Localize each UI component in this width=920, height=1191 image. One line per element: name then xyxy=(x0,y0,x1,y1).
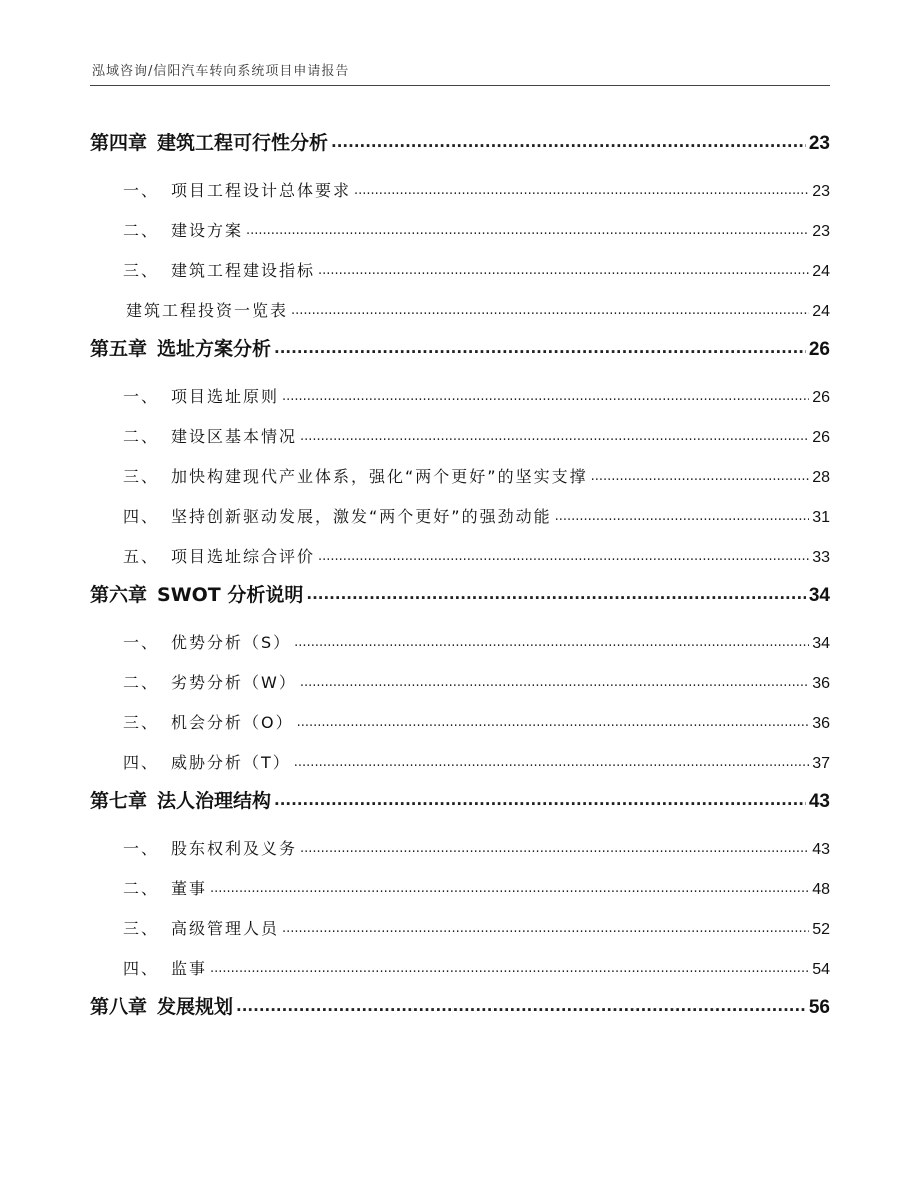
entry-title: 项目选址原则 xyxy=(171,387,280,406)
entry-title: 加快构建现代产业体系，强化“两个更好”的坚实支撑 xyxy=(171,467,588,486)
entry-title: 优势分析（S） xyxy=(171,633,292,652)
toc-chapter-6[interactable] xyxy=(90,567,830,607)
dot-leader xyxy=(294,756,809,769)
page-number: 37 xyxy=(812,755,830,772)
entry-ordinal: 三、 xyxy=(123,261,160,280)
toc-entry[interactable] xyxy=(90,733,830,773)
entry-ordinal: 三、 xyxy=(123,467,160,486)
page-number: 26 xyxy=(808,339,830,360)
dot-leader xyxy=(236,999,806,1014)
toc-entry[interactable] xyxy=(90,161,830,201)
dot-leader xyxy=(210,962,809,975)
entry-title: 高级管理人员 xyxy=(171,919,280,938)
entry-ordinal: 三、 xyxy=(123,919,160,938)
toc-chapter-4[interactable] xyxy=(90,115,830,155)
header-rule xyxy=(90,85,830,86)
page-number: 34 xyxy=(808,585,830,606)
dot-leader xyxy=(318,264,809,277)
chapter-title: 法人治理结构 xyxy=(157,790,272,812)
dot-leader xyxy=(300,430,809,443)
entry-ordinal: 二、 xyxy=(123,673,160,692)
dot-leader xyxy=(291,304,809,317)
page-number: 36 xyxy=(812,715,830,732)
chapter-title: 建筑工程可行性分析 xyxy=(157,132,329,154)
dot-leader xyxy=(297,716,810,729)
toc-entry[interactable] xyxy=(90,613,830,653)
toc-entry[interactable] xyxy=(90,447,830,487)
entry-title: 股东权利及义务 xyxy=(171,839,298,858)
page-number: 23 xyxy=(812,183,830,200)
entry-ordinal: 二、 xyxy=(123,427,160,446)
entry-title: 项目选址综合评价 xyxy=(171,547,316,566)
entry-ordinal: 一、 xyxy=(123,181,160,200)
toc-entry[interactable] xyxy=(90,819,830,859)
chapter-title: 发展规划 xyxy=(157,996,234,1018)
entry-title: 项目工程设计总体要求 xyxy=(171,181,352,200)
entry-title: 威胁分析（T） xyxy=(171,753,291,772)
dot-leader xyxy=(300,842,809,855)
page-number: 23 xyxy=(808,133,830,154)
page-number: 33 xyxy=(812,549,830,566)
running-header: 泓域咨询/信阳汽车转向系统项目申请报告 xyxy=(92,64,350,79)
chapter-number: 第五章 xyxy=(90,338,148,360)
entry-ordinal: 二、 xyxy=(123,879,160,898)
toc-entry[interactable] xyxy=(90,859,830,899)
dot-leader xyxy=(282,390,809,403)
entry-title: 机会分析（O） xyxy=(171,713,294,732)
dot-leader xyxy=(555,510,810,523)
chapter-number: 第四章 xyxy=(90,132,148,154)
toc-entry[interactable] xyxy=(90,527,830,567)
entry-ordinal: 四、 xyxy=(123,753,160,772)
toc-chapter-7[interactable] xyxy=(90,773,830,813)
entry-title: 建设区基本情况 xyxy=(171,427,298,446)
toc-entry[interactable] xyxy=(90,407,830,447)
chapter-title: SWOT 分析说明 xyxy=(157,584,304,606)
dot-leader xyxy=(591,470,810,483)
toc-entry[interactable] xyxy=(90,241,830,281)
entry-title: 劣势分析（W） xyxy=(171,673,297,692)
entry-ordinal: 四、 xyxy=(123,507,160,526)
page-number: 43 xyxy=(812,841,830,858)
toc-entry[interactable] xyxy=(90,939,830,979)
page-number: 48 xyxy=(812,881,830,898)
entry-ordinal: 一、 xyxy=(123,387,160,406)
dot-leader xyxy=(331,135,806,150)
dot-leader xyxy=(246,224,809,237)
entry-ordinal: 二、 xyxy=(123,221,160,240)
toc-entry[interactable] xyxy=(90,281,830,321)
page-number: 24 xyxy=(812,263,830,280)
entry-title: 监事 xyxy=(171,959,208,978)
page-number: 56 xyxy=(808,997,830,1018)
page-number: 31 xyxy=(812,509,830,526)
toc-entry[interactable] xyxy=(90,653,830,693)
entry-ordinal: 四、 xyxy=(123,959,160,978)
dot-leader xyxy=(282,922,809,935)
toc-entry[interactable] xyxy=(90,899,830,939)
toc-entry[interactable] xyxy=(90,693,830,733)
table-of-contents xyxy=(90,115,830,1025)
dot-leader xyxy=(354,184,809,197)
dot-leader xyxy=(300,676,809,689)
page-number: 36 xyxy=(812,675,830,692)
page-number: 28 xyxy=(812,469,830,486)
toc-entry[interactable] xyxy=(90,487,830,527)
page-number: 52 xyxy=(812,921,830,938)
chapter-number: 第七章 xyxy=(90,790,148,812)
entry-ordinal: 三、 xyxy=(123,713,160,732)
dot-leader xyxy=(306,587,805,602)
entry-title: 建筑工程投资一览表 xyxy=(126,301,289,320)
page-number: 26 xyxy=(812,429,830,446)
entry-title: 建设方案 xyxy=(171,221,244,240)
dot-leader xyxy=(318,550,809,563)
page-number: 54 xyxy=(812,961,830,978)
entry-title: 董事 xyxy=(171,879,208,898)
dot-leader xyxy=(274,793,806,808)
entry-ordinal: 五、 xyxy=(123,547,160,566)
page-number: 34 xyxy=(812,635,830,652)
toc-entry[interactable] xyxy=(90,201,830,241)
dot-leader xyxy=(274,341,806,356)
dot-leader xyxy=(294,636,809,649)
toc-chapter-5[interactable] xyxy=(90,321,830,361)
page-number: 43 xyxy=(808,791,830,812)
chapter-title: 选址方案分析 xyxy=(157,338,272,360)
page-number: 23 xyxy=(812,223,830,240)
page-number: 26 xyxy=(812,389,830,406)
dot-leader xyxy=(210,882,809,895)
chapter-number: 第八章 xyxy=(90,996,148,1018)
entry-ordinal: 一、 xyxy=(123,633,160,652)
entry-title: 坚持创新驱动发展，激发“两个更好”的强劲动能 xyxy=(171,507,552,526)
chapter-number: 第六章 xyxy=(90,584,148,606)
entry-ordinal: 一、 xyxy=(123,839,160,858)
toc-chapter-8[interactable] xyxy=(90,979,830,1019)
page-number: 24 xyxy=(812,303,830,320)
toc-entry[interactable] xyxy=(90,367,830,407)
entry-title: 建筑工程建设指标 xyxy=(171,261,316,280)
